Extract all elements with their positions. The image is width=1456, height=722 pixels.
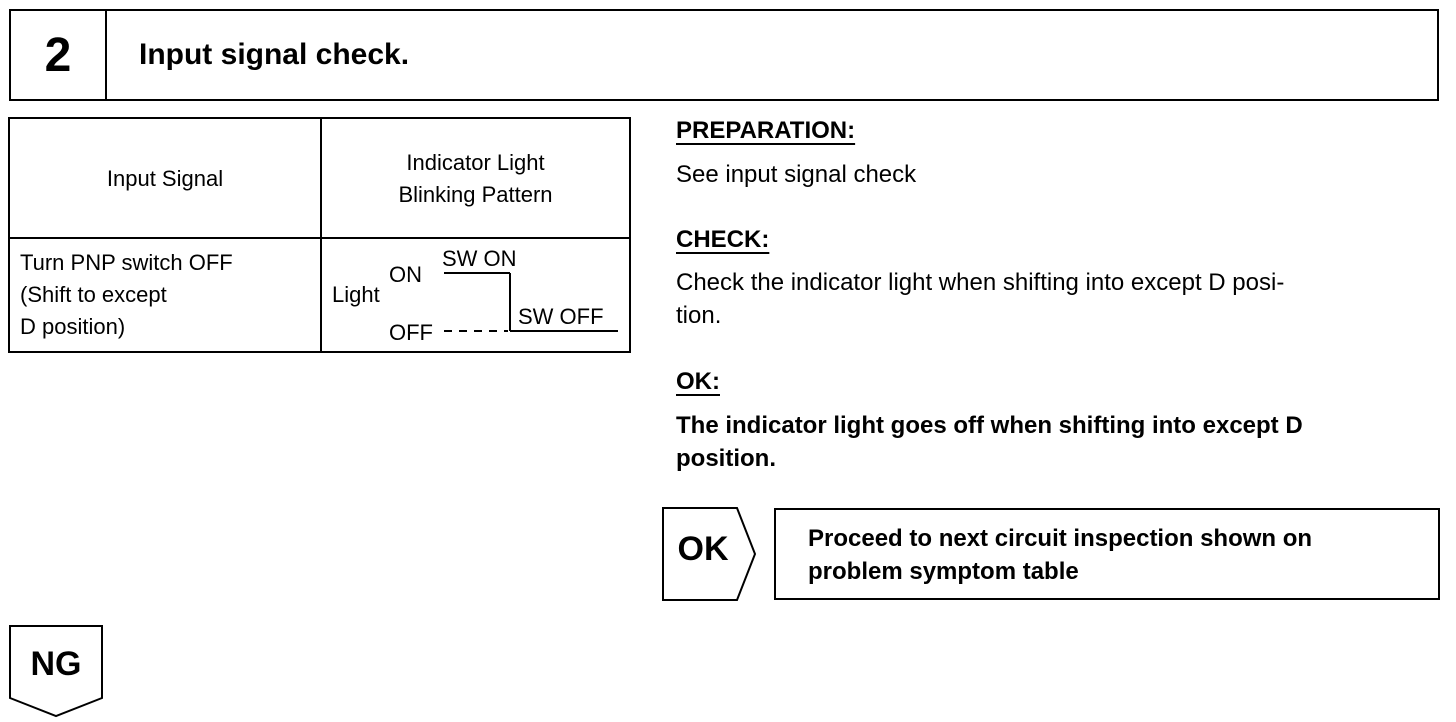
- check-text: [676, 266, 1446, 332]
- preparation-heading: PREPARATION:: [676, 117, 856, 144]
- check-line2: tion.: [676, 302, 722, 329]
- input-signal-line2: (Shift to except: [20, 282, 167, 307]
- header-indicator-line1: Indicator Light: [406, 150, 545, 175]
- input-signal-line3: D position): [20, 314, 126, 339]
- ok-result-line1: Proceed to next circuit inspection shown on: [808, 525, 1313, 552]
- header-indicator-line2: Blinking Pattern: [398, 182, 553, 207]
- step-number: 2: [11, 11, 107, 99]
- ng-tag-label: NG: [30, 645, 82, 683]
- ok-tag-label: OK: [677, 530, 729, 568]
- ok-criteria-text: [676, 409, 1446, 475]
- diagram-sw-on-label: SW ON: [442, 246, 517, 271]
- input-signal-table: [8, 117, 631, 353]
- diagram-light-label: Light: [332, 282, 380, 307]
- ok-result-box: [774, 508, 1440, 600]
- ok-criteria-line2: position.: [676, 445, 776, 472]
- check-heading: CHECK:: [676, 226, 770, 253]
- input-signal-cell: [20, 247, 316, 343]
- ok-result-text: [808, 522, 1428, 588]
- diagram-off-label: OFF: [389, 320, 433, 345]
- ok-heading: OK:: [676, 368, 720, 395]
- ok-criteria-line1: The indicator light goes off when shifting into except D: [676, 412, 1303, 439]
- header-input-signal: Input Signal: [106, 166, 224, 191]
- ok-result-line2: problem symptom table: [808, 558, 1079, 585]
- check-line1: Check the indicator light when shifting into except D posi-: [676, 269, 1285, 296]
- step-header: [9, 9, 1439, 101]
- input-signal-line1: Turn PNP switch OFF: [20, 250, 233, 275]
- preparation-text: See input signal check: [676, 161, 917, 188]
- step-title: Input signal check.: [139, 38, 410, 71]
- diagram-sw-off-label: SW OFF: [518, 304, 604, 329]
- header-indicator-light: [322, 147, 629, 211]
- diagram-on-label: ON: [389, 262, 422, 287]
